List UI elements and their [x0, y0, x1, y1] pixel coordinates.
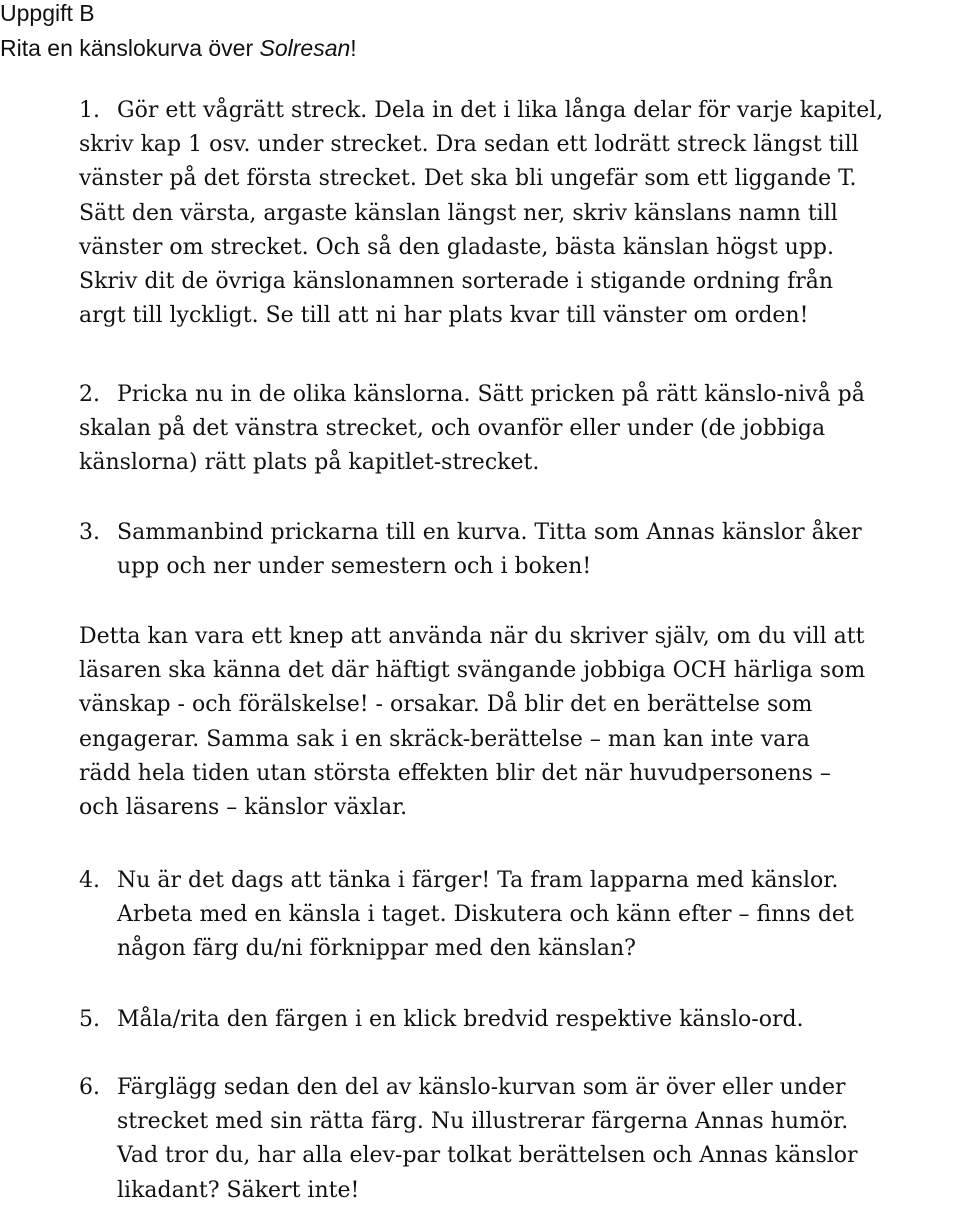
step-6-number: 6.	[79, 1075, 100, 1100]
step-4-number: 4.	[79, 868, 100, 893]
step-1-line-4: Sätt den värsta, argaste känslan längst ner, skriv känslans namn till	[79, 200, 838, 226]
book-title: Solresan	[259, 35, 351, 61]
step-4-line-3: någon färg du/ni förknippar med den känslan?	[117, 936, 636, 962]
step-1-line-5: vänster om strecket. Och så den gladaste, bästa känslan högst upp.	[79, 234, 835, 260]
step-3	[79, 516, 949, 584]
step-1-line-6: Skriv dit de övriga känslonamnen sorterade i stigande ordning från	[79, 269, 834, 295]
paragraph-line-2: läsaren ska känna det där häftigt svängande jobbiga OCH härliga som	[79, 658, 866, 684]
step-1	[79, 94, 949, 333]
step-6-line-4: likadant? Säkert inte!	[117, 1177, 360, 1203]
step-5-number: 5.	[79, 1007, 100, 1032]
task-line	[0, 33, 357, 63]
step-4-line-2: Arbeta med en känsla i taget. Diskutera och känn efter – finns det	[117, 902, 854, 928]
step-6-line-1	[79, 1071, 949, 1105]
step-2-number: 2.	[79, 382, 100, 407]
step-1-text: Gör ett vågrätt streck. Dela in det i lika långa delar för varje kapitel,	[117, 98, 884, 123]
paragraph-line-5: rädd hela tiden utan största effekten blir det när huvudpersonens –	[79, 760, 831, 786]
step-2	[79, 378, 949, 481]
step-2-line-2: skalan på det vänstra strecket, och ovanför eller under (de jobbiga	[79, 416, 826, 442]
page-title: Uppgift B	[0, 0, 95, 26]
step-1-number: 1.	[79, 98, 100, 123]
step-6-line-2: strecket med sin rätta färg. Nu illustrerar färgerna Annas humör.	[117, 1109, 849, 1135]
paragraph-line-3: vänskap - och förälskelse! - orsakar. Då blir det en berättelse som	[79, 692, 813, 718]
body-paragraph	[79, 620, 949, 825]
task-line-end: !	[350, 35, 357, 61]
step-2-text: Pricka nu in de olika känslorna. Sätt pricken på rätt känslo-nivå på	[117, 382, 865, 407]
step-3-number: 3.	[79, 520, 100, 545]
step-2-line-1	[79, 378, 949, 412]
step-5	[79, 1003, 949, 1037]
paragraph-line-4: engagerar. Samma sak i en skräck-berättelse – man kan inte vara	[79, 726, 810, 752]
step-3-line-2: upp och ner under semestern och i boken!	[117, 554, 592, 580]
step-1-line-1	[79, 94, 949, 128]
step-2-line-3: känslorna) rätt plats på kapitlet-strecket.	[79, 450, 540, 476]
task-line-text: Rita en känslokurva över	[0, 35, 260, 61]
step-5-line-1	[79, 1003, 949, 1037]
step-6-text: Färglägg sedan den del av känslo-kurvan som är över eller under	[117, 1075, 846, 1100]
step-4	[79, 864, 949, 967]
step-1-line-2: skriv kap 1 osv. under strecket. Dra sedan ett lodrätt streck längst till	[79, 132, 859, 158]
step-3-line-1	[79, 516, 949, 550]
step-6-line-3: Vad tror du, har alla elev-par tolkat berättelsen och Annas känslor	[117, 1143, 858, 1169]
step-1-line-7: argt till lyckligt. Se till att ni har plats kvar till vänster om orden!	[79, 303, 809, 329]
step-3-text: Sammanbind prickarna till en kurva. Titta som Annas känslor åker	[117, 520, 862, 545]
paragraph-line-1: Detta kan vara ett knep att använda när du skriver själv, om du vill att	[79, 624, 865, 649]
step-4-text: Nu är det dags att tänka i färger! Ta fram lapparna med känslor.	[117, 868, 839, 893]
step-1-line-3: vänster på det första strecket. Det ska bli ungefär som ett liggande T.	[79, 166, 857, 192]
step-5-text: Måla/rita den färgen i en klick bredvid respektive känslo-ord.	[117, 1007, 804, 1032]
step-6	[79, 1071, 949, 1208]
step-4-line-1	[79, 864, 949, 898]
paragraph-line-6: och läsarens – känslor växlar.	[79, 795, 408, 821]
